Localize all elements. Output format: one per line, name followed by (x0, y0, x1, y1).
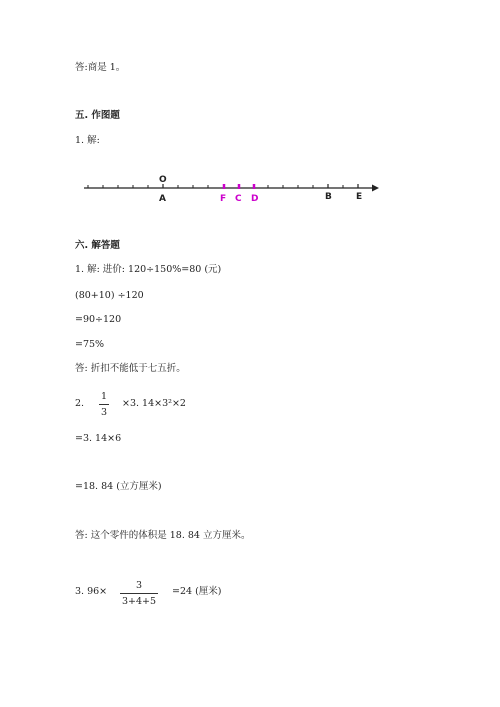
q2-fraction (99, 391, 109, 419)
q2-step2: =18. 84 (立方厘米) (75, 481, 162, 492)
q2-step1: =3. 14×6 (75, 433, 122, 444)
q3-result: =24 (厘米) (172, 586, 222, 597)
number-line (80, 172, 385, 208)
q3-frac-numerator: 3 (135, 580, 143, 591)
label-e: E (356, 192, 363, 202)
q1-answer: 答: 折扣不能低于七五折。 (75, 363, 186, 374)
label-c: C (235, 194, 242, 204)
q1-line4: =75% (75, 339, 105, 350)
section6-heading: 六. 解答题 (75, 240, 120, 251)
section5-heading: 五. 作图题 (75, 110, 120, 121)
label-a: A (159, 194, 166, 204)
q2-answer: 答: 这个零件的体积是 18. 84 立方厘米。 (75, 530, 251, 541)
q2-frac-bar (99, 404, 109, 405)
q1-line3: =90÷120 (75, 314, 122, 325)
label-o: O (159, 175, 167, 185)
q1-line1: 1. 解: 进价: 120÷150%=80 (元) (75, 264, 222, 275)
q3-frac-bar (120, 593, 158, 594)
label-b: B (325, 192, 332, 202)
label-d: D (251, 194, 259, 204)
label-f: F (220, 194, 227, 204)
q3-prefix: 3. 96× (75, 586, 108, 597)
section4-answer: 答:商是 1。 (75, 62, 126, 73)
q2-label: 2. (75, 398, 85, 409)
section5-q1-label: 1. 解: (75, 135, 100, 146)
q2-frac-denominator: 3 (100, 407, 108, 418)
number-line-arrow (372, 185, 379, 192)
q2-expression: ×3. 14×3²×2 (122, 398, 186, 409)
q2-frac-numerator: 1 (100, 391, 108, 402)
q1-line2: (80+10) ÷120 (75, 290, 144, 301)
q3-fraction (120, 580, 158, 608)
q3-frac-denominator: 3+4+5 (121, 596, 157, 607)
